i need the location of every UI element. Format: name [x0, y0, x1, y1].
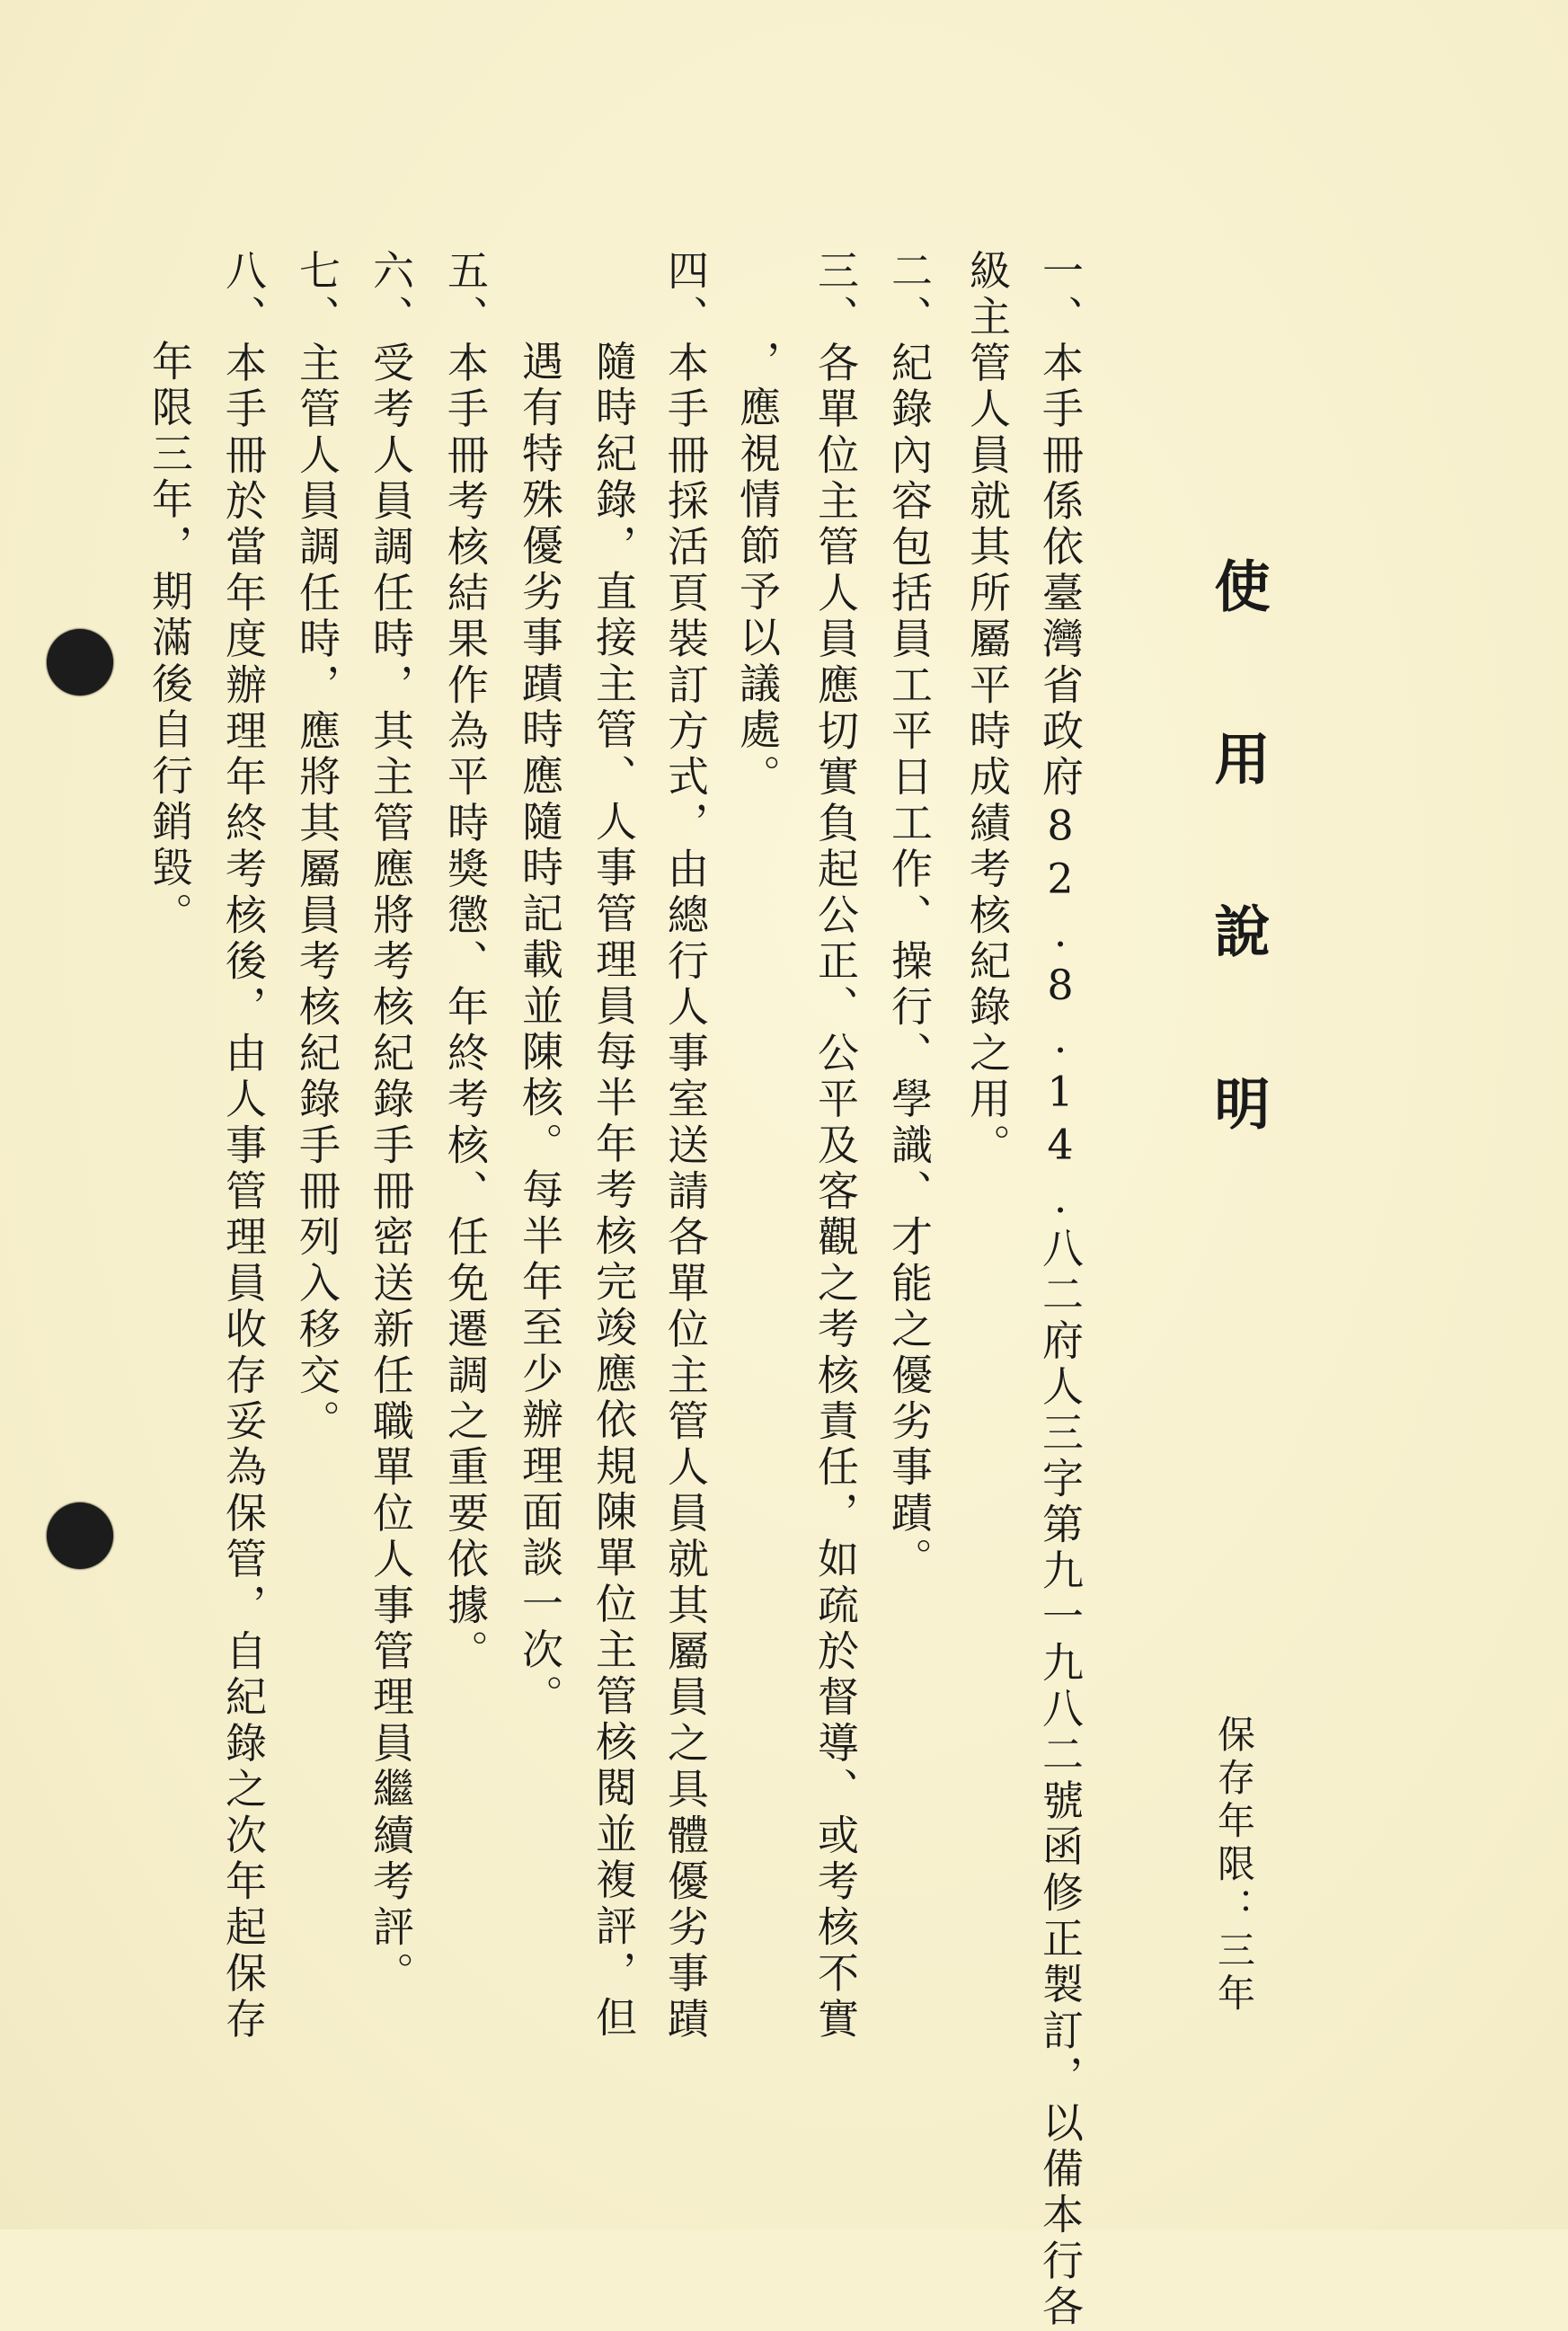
item-8-line-1: 八、本手冊於當年度辦理年終考核後，由人事管理員收存妥為保管，自紀錄之次年起保存 [219, 249, 268, 2043]
item-6-line-1: 六、受考人員調任時，其主管應將考核紀錄手冊密送新任職單位人事管理員繼續考評。 [367, 249, 415, 1998]
item-1-line-1: 一、本手冊係依臺灣省政府82.8.14.八二府人三字第九一九八二號函修正製訂，以備本行各 [1036, 249, 1085, 2331]
item-4-line-3: 遇有特殊優劣事蹟時應隨時記載並陳核。每半年至少辦理面談一次。 [516, 340, 564, 1720]
item-4-line-2: 隨時紀錄，直接主管、人事管理員每半年考核完竣應依規陳單位主管核閱並複評，但 [589, 340, 638, 2043]
binder-hole-top [47, 629, 113, 696]
item-3-line-2: ，應視情節予以議處。 [733, 340, 782, 800]
page-title: 使用說明 [1205, 557, 1271, 1247]
item-1-line-2: 級主管人員就其所屬平時成績考核紀錄之用。 [963, 249, 1012, 1169]
item-2-line-1: 二、紀錄內容包括員工平日工作、操行、學識、才能之優劣事蹟。 [885, 249, 934, 1583]
item-8-line-2: 年限三年，期滿後自行銷毀。 [146, 340, 194, 938]
item-4-line-1: 四、本手冊採活頁裝訂方式，由總行人事室送請各單位主管人員就其屬員之具體優劣事蹟 [661, 249, 710, 2043]
item-5-line-1: 五、本手冊考核結果作為平時獎懲、年終考核、任免遷調之重要依據。 [441, 249, 490, 1676]
item-3-line-1: 三、各單位主管人員應切實負起公正、公平及客觀之考核責任，如疏於督導、或考核不實 [811, 249, 860, 2043]
binder-hole-bottom [47, 1502, 113, 1569]
item-7-line-1: 七、主管人員調任時，應將其屬員考核紀錄手冊列入移交。 [293, 249, 341, 1446]
retention-period: 保存年限：三年 [1212, 1715, 1256, 2016]
